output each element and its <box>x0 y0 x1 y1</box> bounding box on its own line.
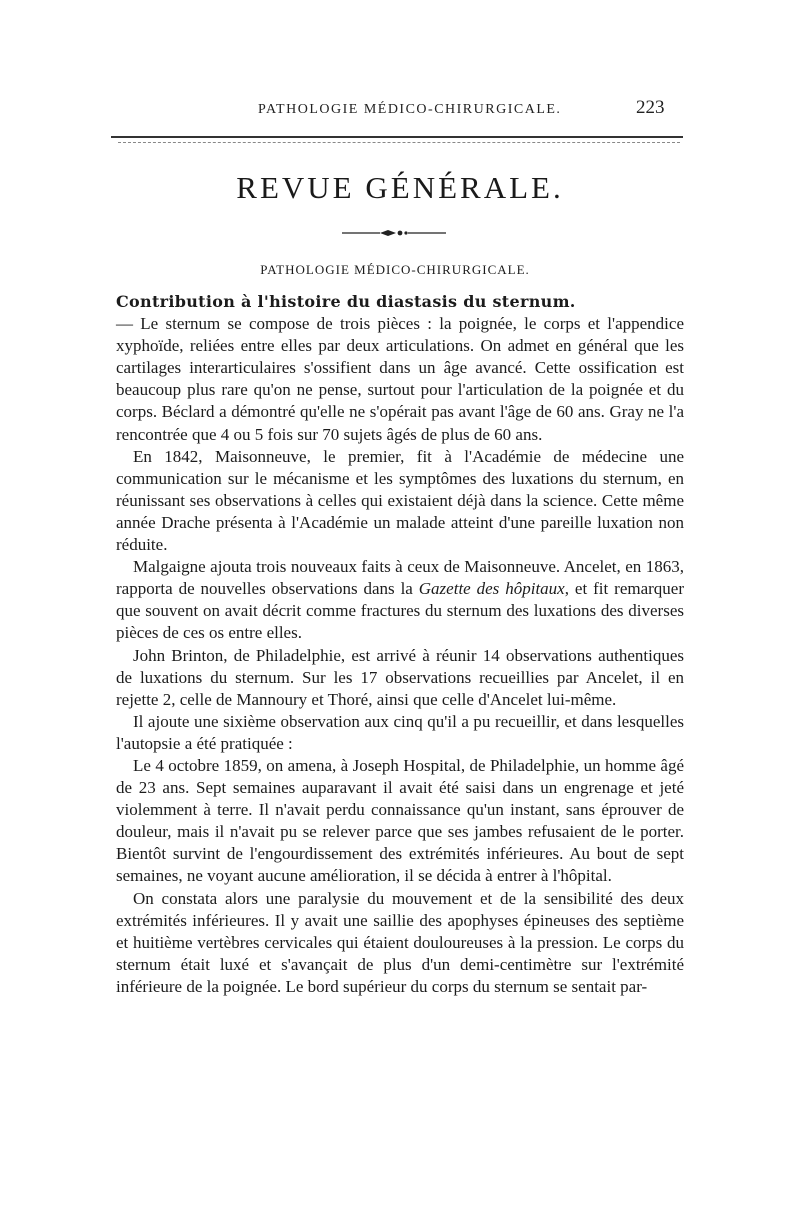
page-number: 223 <box>636 97 665 118</box>
paragraph-4: John Brinton, de Philadelphie, est arrivé à réunir 14 observations authentiques de luxations du sternum. Sur les 17 observations recueillies par Ancelet, il en rejette 2, celle de Mannoury et Thoré, ainsi que celle d'Ancelet lui-même. <box>116 645 684 709</box>
paragraph-1 <box>116 291 684 446</box>
article-title: Contribution à l'histoire du diastasis du sternum. <box>116 292 576 311</box>
paragraph-7: On constata alors une paralysie du mouvement et de la sensibilité des deux extrémités inférieures. Il y avait une saillie des apophyses épineuses des septième et huitième vertèbres cervicales qui étaient douloureuses à la pression. Le corps du sternum était luxé et s'avançait de plus d'un demi-centimètre sur l'extrémité inférieure de la poignée. Le bord supérieur du corps du sternum se sentait par- <box>116 888 684 996</box>
paragraph-6: Le 4 octobre 1859, on amena, à Joseph Hospital, de Philadelphie, un homme âgé de 23 ans. Sept semaines auparavant il avait été saisi dans un engrenage et jeté violemment à terre. Il n'avait perdu connaissance qu'un instant, sans éprouver de douleur, mais il n'avait pu se relever parce que ses jambes refusaient de le porter. Bientôt survint de l'engourdissement des extrémités inférieures. Au bout de sept semaines, ne voyant aucune amélioration, il se décida à entrer à l'hôpital. <box>116 755 684 886</box>
paragraph-text: Malgaigne ajouta trois nouveaux faits à ceux de Maisonneuve. Ancelet, en 1863, rapporta de nouvelles observations dans la <box>116 557 684 599</box>
header-rule-dotted <box>118 142 680 143</box>
paragraph-3 <box>116 556 684 644</box>
paragraph-2: En 1842, Maisonneuve, le premier, fit à l'Académie de médecine une communication sur le mécanisme et les symptômes des luxations du sternum, en réunissant ses observations à celles qui existaient déjà dans la science. Cette même année Drache présenta à l'Académie un malade atteint d'une pareille luxation non réduite. <box>116 446 684 555</box>
section-title: REVUE GÉNÉRALE. <box>236 170 564 205</box>
paragraph-text: , et fit remarquer que souvent on avait décrit comme fractures du sternum des luxations des diverses pièces de ces os entre elles. <box>116 579 684 643</box>
running-title: PATHOLOGIE MÉDICO-CHIRURGICALE. <box>258 102 562 117</box>
subheading: PATHOLOGIE MÉDICO-CHIRURGICALE. <box>260 262 530 277</box>
article-body <box>116 291 684 998</box>
header-rule <box>111 136 683 138</box>
paragraph-text: — Le sternum se compose de trois pièces : la poignée, le corps et l'appendice xyphoïde, reliées entre elles par deux articulations. On admet en général que les cartilages interarticulaires s'ossifient dans un âge avancé. Cette ossification est beaucoup plus rare qu'on ne pense, surtout pour l'articulation de la poignée et du corps. Béclard a démontré qu'elle ne s'opérait pas avant l'âge de 60 ans. Gray ne l'a rencontrée que 4 ou 5 fois sur 70 sujets âgés de plus de 60 ans. <box>116 314 684 444</box>
ornament-divider-icon <box>342 227 446 239</box>
journal-title: Gazette des hôpitaux <box>418 579 565 599</box>
paragraph-5: Il ajoute une sixième observation aux cinq qu'il a pu recueillir, et dans lesquelles l'autopsie a été pratiquée : <box>116 711 684 753</box>
